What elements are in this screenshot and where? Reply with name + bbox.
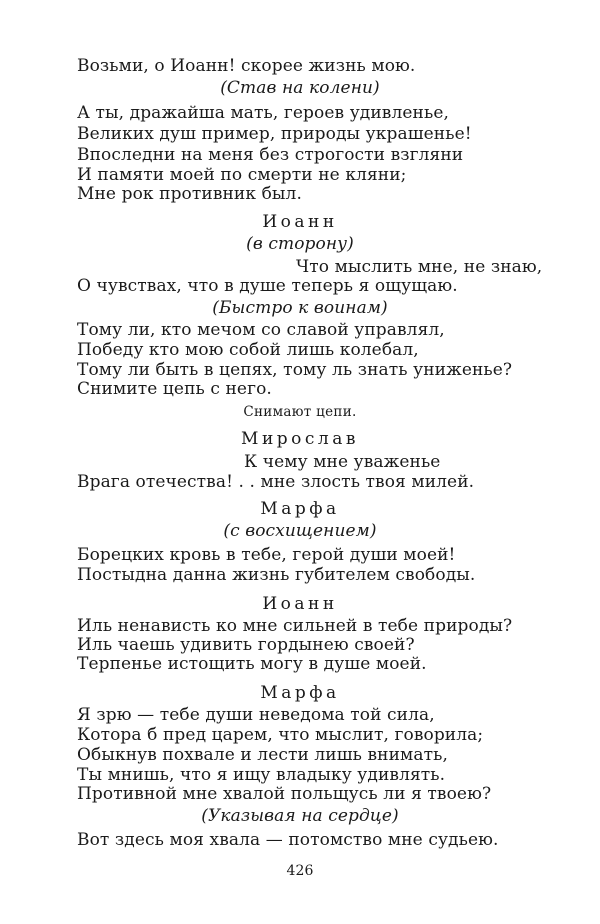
verse-line: Ты мнишь, что я ищу владыку удивлять.: [77, 765, 446, 785]
verse-line: Я зрю — тебе души неведома той сила,: [77, 705, 435, 725]
verse-line: Иль ненависть ко мне сильней в тебе природы?: [77, 616, 513, 636]
verse-line: Тому ли, кто мечом со славой управлял,: [77, 320, 445, 340]
stage-remark: Снимают цепи.: [243, 404, 357, 420]
verse-line: Победу кто мою собой лишь колебал,: [77, 340, 419, 360]
verse-line: О чувствах, что в душе теперь я ощущаю.: [77, 276, 458, 296]
verse-line: Возьми, о Иоанн! скорее жизнь мою.: [77, 56, 416, 76]
verse-line: Великих душ пример, природы украшенье!: [77, 124, 472, 144]
verse-line: Терпенье истощить могу в душе моей.: [77, 654, 427, 674]
speaker-name: Марфа: [260, 683, 340, 703]
speaker-name: Марфа: [260, 499, 340, 519]
verse-line: Борецких кровь в тебе, герой души моей!: [77, 545, 456, 565]
verse-line: Противной мне хвалой польщусь ли я твоею?: [77, 784, 492, 804]
page-number: 426: [286, 863, 314, 879]
stage-direction: (Быстро к воинам): [212, 298, 388, 318]
speaker-name: Иоанн: [262, 594, 338, 614]
verse-line: И памяти моей по смерти не кляни;: [77, 165, 407, 185]
stage-direction: (Указывая на сердце): [201, 806, 399, 826]
verse-line: Постыдна данна жизнь губителем свободы.: [77, 565, 476, 585]
stage-direction: (Став на колени): [220, 78, 380, 98]
stage-direction: (с восхищением): [223, 521, 377, 541]
verse-line: Тому ли быть в цепях, тому ль знать униженье?: [77, 360, 513, 380]
verse-line: Мне рок противник был.: [77, 184, 302, 204]
speaker-name: Иоанн: [262, 212, 338, 232]
verse-line: Вот здесь моя хвала — потомство мне судьею.: [77, 830, 499, 850]
verse-line: Снимите цепь с него.: [77, 379, 272, 399]
verse-line: Что мыслить мне, не знаю,: [296, 257, 543, 277]
verse-line: А ты, дражайша мать, героев удивленье,: [77, 103, 449, 123]
verse-line: Котора б пред царем, что мыслит, говорила;: [77, 725, 484, 745]
verse-line: К чему мне уваженье: [244, 452, 441, 472]
speaker-name: Мирослав: [241, 429, 359, 449]
verse-line: Иль чаешь удивить гордынею своей?: [77, 635, 415, 655]
verse-line: Врага отечества! . . мне злость твоя милей.: [77, 472, 475, 492]
stage-direction: (в сторону): [246, 234, 354, 254]
verse-line: Впоследни на меня без строгости взгляни: [77, 145, 464, 165]
verse-line: Обыкнув похвале и лести лишь внимать,: [77, 745, 448, 765]
